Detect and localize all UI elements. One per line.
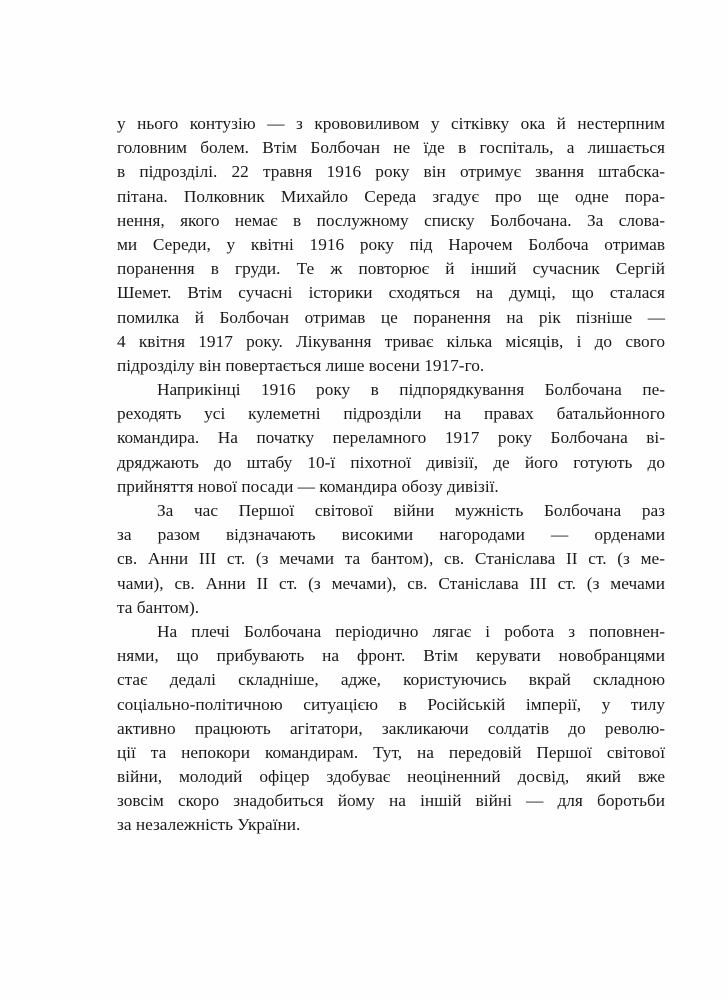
text-line: підрозділу він повертається лише восени 1917-го. <box>117 355 485 375</box>
text-line: соціально-політичною ситуацією в Російській імперії, у тилу <box>117 694 665 714</box>
text-line: активно працюють агітатори, закликаючи солдатів до револю- <box>117 718 665 738</box>
text-line: за разом відзначають високими нагородами — орденами <box>117 525 665 545</box>
text-line: війни, молодий офіцер здобуває неоціненний досвід, який вже <box>117 767 665 787</box>
text-line: ми Середи, у квітні 1916 року під Нарочем Болбоча отримав <box>117 234 665 254</box>
paragraph <box>117 499 665 620</box>
text-line: св. Анни III ст. (з мечами та бантом), св. Станіслава II ст. (з ме- <box>117 549 665 569</box>
paragraph <box>117 620 665 838</box>
text-line: нями, що прибувають на фронт. Втім керувати новобранцями <box>117 646 665 666</box>
text-line: за незалежність України. <box>117 815 301 835</box>
text-line: чами), св. Анни II ст. (з мечами), св. Станіслава III ст. (з мечами <box>117 573 665 593</box>
text-line: За час Першої світової війни мужність Болбочана раз <box>157 501 665 520</box>
text-line: командира. На початку переламного 1917 року Болбочана ві- <box>117 428 665 448</box>
text-line: ції та непокори командирам. Тут, на передовій Першої світової <box>117 742 665 762</box>
text-line: На плечі Болбочана періодично лягає і робота з поповнен- <box>157 621 665 641</box>
text-line: поранення в груди. Те ж повторює й інший сучасник Сергій <box>117 259 665 279</box>
paragraph <box>117 378 665 499</box>
text-line: нення, якого немає в послужному списку Болбочана. За слова- <box>117 210 665 230</box>
text-line: пітана. Полковник Михайло Середа згадує про ще одне пора- <box>117 186 665 206</box>
text-line: прийняття нової посади — командира обозу дивізії. <box>117 476 499 496</box>
paragraph <box>117 112 665 378</box>
body-text <box>117 112 665 838</box>
text-line: в підрозділі. 22 травня 1916 року він отримує звання штабска- <box>117 162 665 182</box>
text-line: реходять усі кулеметні підрозділи на правах батальйонного <box>117 404 665 424</box>
text-line: дряджають до штабу 10-ї піхотної дивізії, де його готують до <box>117 452 665 472</box>
text-line: помилка й Болбочан отримав це поранення на рік пізніше — <box>117 307 665 327</box>
text-line: у нього контузію — з крововиливом у сітківку ока й нестерпним <box>117 114 665 133</box>
text-line: Наприкінці 1916 року в підпорядкування Болбочана пе- <box>157 380 665 400</box>
text-line: головним болем. Втім Болбочан не їде в госпіталь, а лишається <box>117 138 665 158</box>
text-line: зовсім скоро знадобиться йому на іншій війні — для боротьби <box>117 791 665 811</box>
text-line: Шемет. Втім сучасні історики сходяться на думці, що сталася <box>117 283 665 303</box>
text-line: стає дедалі складніше, адже, користуючись вкрай складною <box>117 670 665 690</box>
text-line: 4 квітня 1917 року. Лікування триває кілька місяців, і до свого <box>117 331 665 351</box>
text-line: та бантом). <box>117 597 200 617</box>
